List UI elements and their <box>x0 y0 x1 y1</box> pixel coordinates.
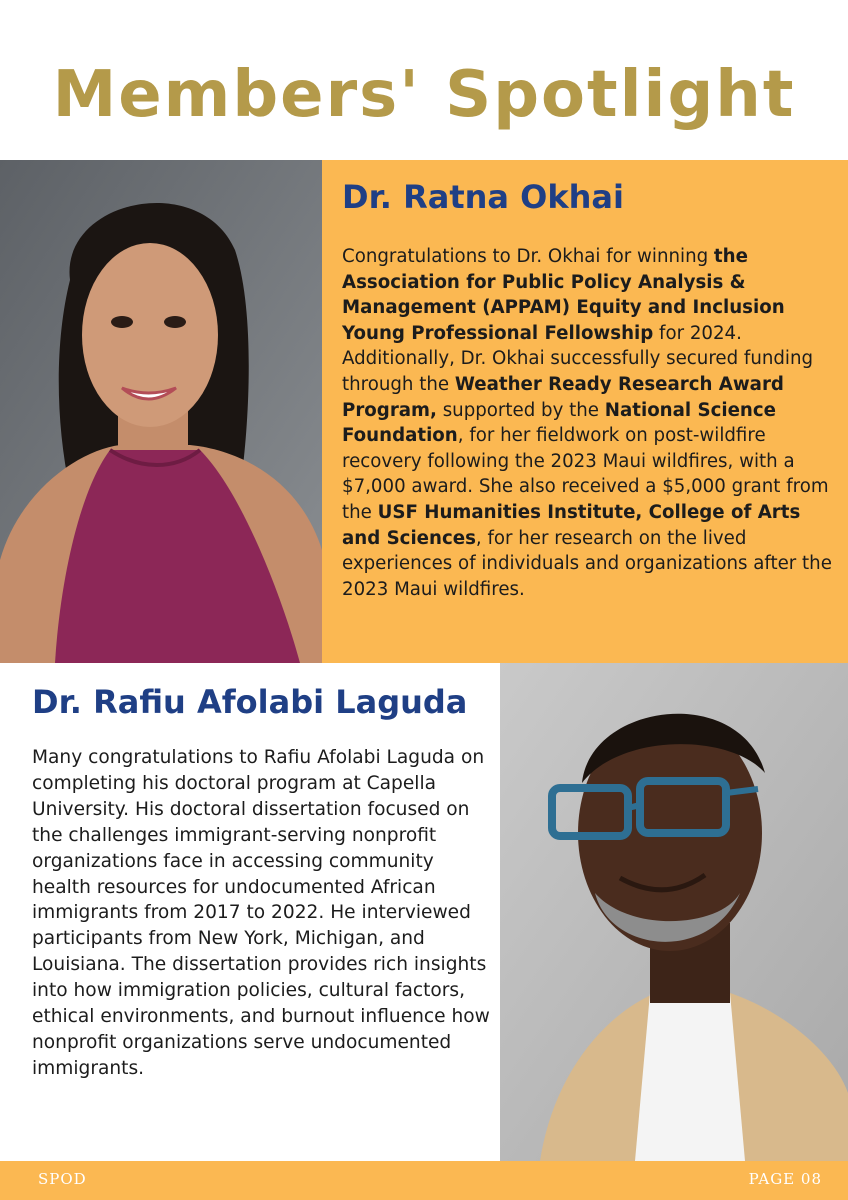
highlight-text: Weather Ready Research Award Program, <box>342 373 784 421</box>
highlight-text: National Science Foundation <box>342 399 776 447</box>
member1-panel <box>322 160 848 663</box>
member2-panel <box>0 663 500 1161</box>
member2-photo <box>500 663 848 1161</box>
page-title: Members' Spotlight <box>52 58 796 132</box>
body-text: , for her fieldwork on post-wildfire recovery following the 2023 Maui wildfires, with a $7,000 award. She also received a $5,000 grant from the <box>342 425 829 523</box>
footer-publication: SPOD <box>38 1170 87 1188</box>
body-text: supported by the <box>436 399 605 421</box>
member2-description: Many congratulations to Rafiu Afolabi Laguda on completing his doctoral program at Capella University. His doctoral dissertation focused on the challenges immigrant-serving nonprofit organizations face in accessing community health resources for undocumented African immigrants from 2017 to 2022. He interviewed participants from New York, Michigan, and Louisiana. The dissertation provides rich insights into how immigration policies, cultural factors, ethical environments, and burnout influence how nonprofit organizations serve undocumented immigrants. <box>32 747 490 1079</box>
page-number: PAGE 08 <box>748 1170 822 1188</box>
body-text: for 2024. Additionally, Dr. Okhai successfully secured funding through the <box>342 322 814 395</box>
highlight-text: USF Humanities Institute, College of Arts and Sciences <box>342 501 801 549</box>
member1-description <box>342 244 842 602</box>
page-footer <box>0 1161 848 1200</box>
member2-name: Dr. Rafiu Afolabi Laguda <box>32 683 468 721</box>
body-text: , for her research on the lived experiences of individuals and organizations after the 2023 Maui wildfires. <box>342 527 832 600</box>
highlight-text: the Association for Public Policy Analysis & Management (APPAM) Equity and Inclusion Young Professional Fellowship <box>342 246 785 344</box>
member1-photo <box>0 160 322 663</box>
member1-name: Dr. Ratna Okhai <box>342 178 624 216</box>
body-text: Congratulations to Dr. Okhai for winning <box>342 246 714 267</box>
